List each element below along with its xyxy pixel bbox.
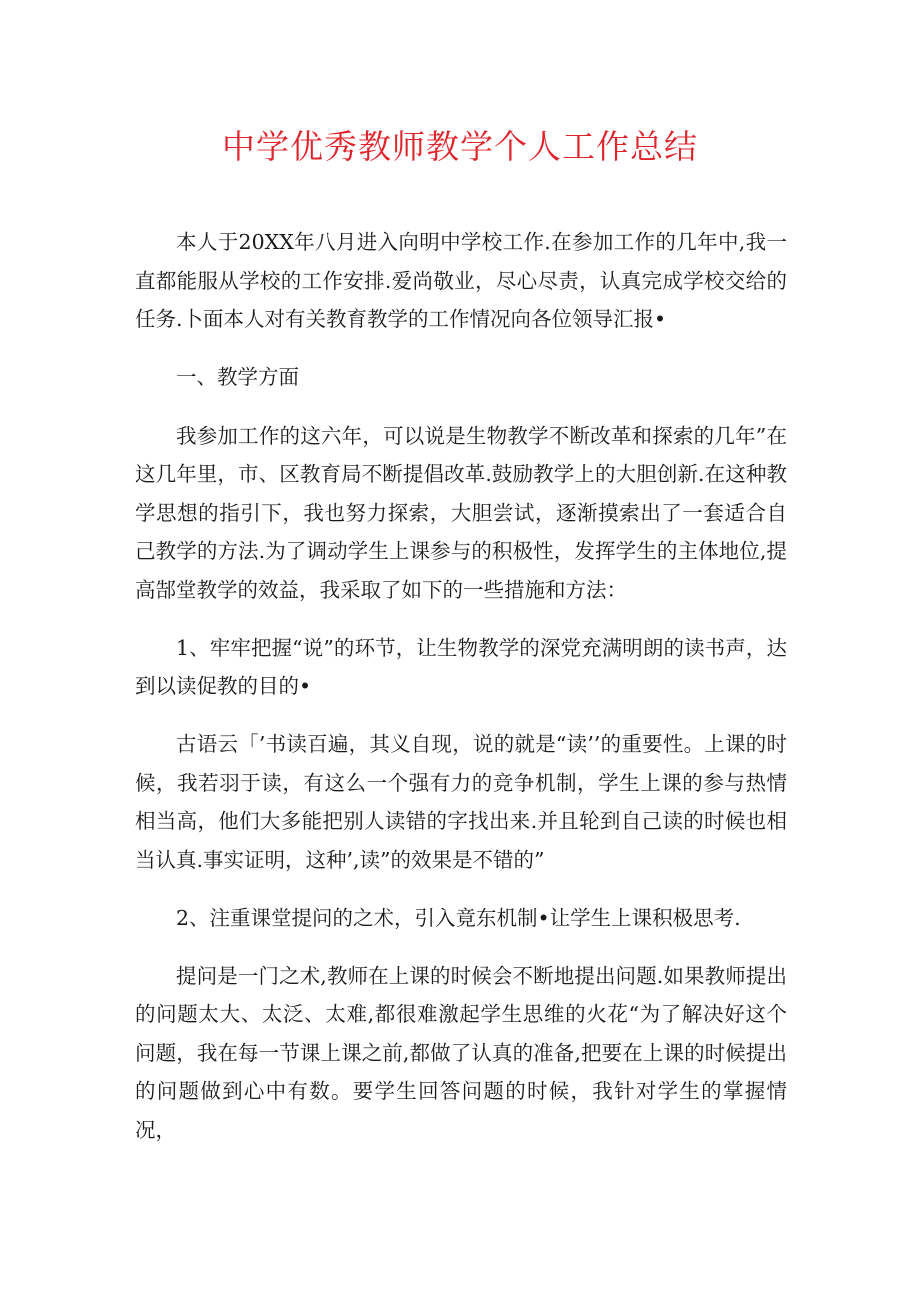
paragraph-point-2-heading: 2、注重课堂提问的之术，引入竟东机制•让学生上课积极思考. — [176, 905, 741, 930]
paragraph-point-2-body: 提问是一门之术,教师在上课的时候会不断地提出问题.如果教师提出的问题太大、太泛、太难,都很难激起学生思维的火花“为了解决好这个问题，我在每一节课上课之前,都做了认真的准备,把要在上课的时候提出的问题做到心中有数。要学生回答问题的时候，我针对学生的掌握情况， — [135, 963, 787, 1142]
paragraph-teaching-reform: 我参加工作的这六年，可以说是生物教学不断改革和探索的几年”在这几年里，市、区教育局不断提倡改革.鼓励教学上的大胆创新.在这种教学思想的指引下，我也努力探索，大胆尝试，逐渐摸索出了一套适合自己教学的方法.为了调动学生上课参与的积极性，发挥学生的主体地位,提高郜堂教学的效益，我采取了如下的一些措施和方法： — [135, 423, 787, 602]
paragraph-point-1-heading: 1、牢牢把握“说”的环节，让生物教学的深党充满明朗的读书声，达到以读促教的目的• — [135, 635, 787, 698]
paragraph-intro: 本人于20XX年八月进入向明中学校工作.在参加工作的几年中,我一直都能服从学校的工作安排.爱尚敬业，尽心尽责，认真完成学校交给的任务.卜面本人对有关教育教学的工作情况向各位领导汇报• — [135, 230, 787, 331]
document-title: 中学优秀教师教学个人工作总结 — [222, 127, 698, 166]
section-heading-teaching: 一、教学方面 — [176, 365, 299, 389]
document-body — [135, 223, 787, 1169]
paragraph-point-1-body: 古语云「’书读百遍，其义自现，说的就是“读’’的重要性。上课的时候，我若羽于读，有这么一个强有力的竞争机制，学生上课的参与热情相当高，他们大多能把别人读错的字找出来.并且轮到自己读的时候也相当认真.事实证明，这种’,读”的效果是不错的” — [135, 732, 787, 872]
